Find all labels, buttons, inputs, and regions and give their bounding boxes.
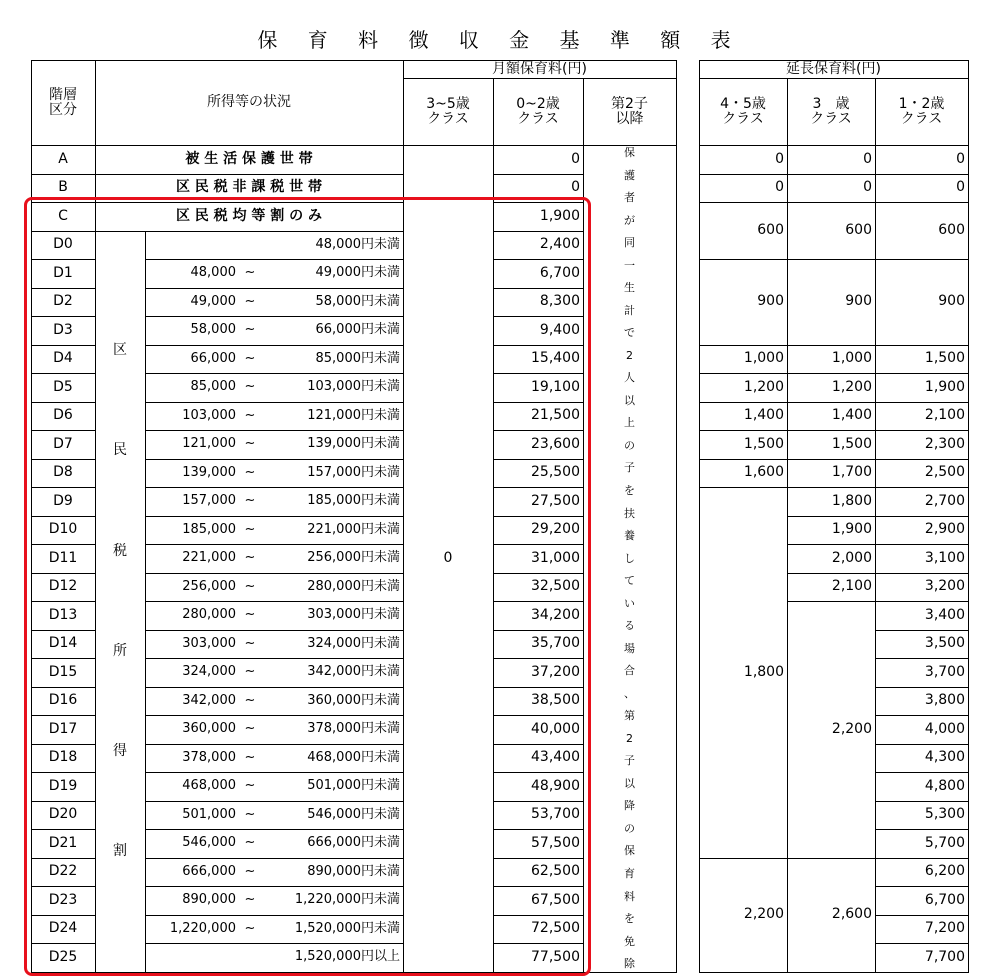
- ext-cell-border: [787, 972, 876, 973]
- income-from: 468,000: [182, 778, 236, 794]
- note-char: 護: [624, 168, 635, 182]
- ext-fee-1-2: 2,500: [924, 464, 965, 481]
- note-char: 同: [624, 236, 635, 250]
- income-label-char: 区: [113, 342, 127, 359]
- range-tilde: ~: [244, 721, 256, 737]
- fee-0-2: 8,300: [539, 293, 580, 310]
- fee-0-2: 29,200: [531, 521, 580, 538]
- ext-fee-3: 2,100: [831, 578, 872, 595]
- income-from: 280,000: [182, 607, 236, 623]
- ext-fee-4-5: 1,600: [743, 464, 784, 481]
- row-code: D8: [53, 464, 73, 481]
- income-from: 139,000: [182, 464, 236, 480]
- fee-0-2: 15,400: [531, 350, 580, 367]
- range-tilde: ~: [244, 293, 256, 309]
- note-char: 育: [624, 867, 635, 880]
- row-line: [493, 174, 584, 175]
- range-tilde: ~: [244, 692, 256, 708]
- ext-fee-1-2: 4,800: [924, 777, 965, 794]
- ext-fee-3: 0: [863, 179, 872, 196]
- fee-0-2: 23,600: [531, 435, 580, 452]
- ext-fee-1-2: 3,500: [924, 635, 965, 652]
- ext-fee-1-2: 3,400: [924, 606, 965, 623]
- fee-0-2: 2,400: [539, 236, 580, 253]
- income-to: 890,000円未満: [307, 863, 400, 879]
- income-from: 221,000: [182, 550, 236, 566]
- fee-0-2: 21,500: [531, 407, 580, 424]
- header-ext-1-2: 1・2歳 クラス: [898, 95, 945, 127]
- income-to: 157,000円未満: [307, 464, 400, 480]
- income-from: 103,000: [182, 407, 236, 423]
- fee-0-2: 53,700: [531, 806, 580, 823]
- range-tilde: ~: [244, 835, 256, 851]
- income-label-char: 割: [113, 843, 127, 860]
- grid-line: [676, 60, 677, 972]
- range-tilde: ~: [244, 521, 256, 537]
- grid-line: [699, 60, 969, 61]
- grid-line: [875, 78, 876, 972]
- fee-0-2: 77,500: [531, 948, 580, 965]
- fee-0-2: 48,900: [531, 777, 580, 794]
- ext-fee-1-2: 3,800: [924, 692, 965, 709]
- note-char: 人: [624, 371, 635, 385]
- income-to: 378,000円未満: [307, 721, 400, 737]
- row-code: D18: [48, 749, 78, 766]
- fee-0-2: 34,200: [531, 606, 580, 623]
- note-char: 子: [624, 754, 635, 768]
- income-to: 666,000円未満: [307, 835, 400, 851]
- row-code: D13: [48, 606, 78, 623]
- note-char: 2: [626, 731, 633, 745]
- income-to: 1,520,000円未満: [294, 920, 400, 936]
- income-to: 1,520,000円以上: [294, 949, 400, 965]
- range-tilde: ~: [244, 806, 256, 822]
- row-description: 被 生 活 保 護 世 帯: [185, 150, 313, 167]
- income-from: 378,000: [182, 749, 236, 765]
- ext-fee-1-2: 2,900: [924, 521, 965, 538]
- income-from: 121,000: [182, 436, 236, 452]
- income-to: 360,000円未満: [307, 692, 400, 708]
- grid-line: [699, 60, 700, 972]
- fee-0-2: 38,500: [531, 692, 580, 709]
- note-char: 降: [624, 799, 635, 813]
- ext-fee-3: 1,200: [831, 378, 872, 395]
- row-line: [31, 174, 96, 175]
- range-tilde: ~: [244, 664, 256, 680]
- fee-0-2: 31,000: [531, 549, 580, 566]
- ext-fee-3: 1,700: [831, 464, 872, 481]
- ext-fee-1-2: 2,700: [924, 492, 965, 509]
- fee-0-2: 72,500: [531, 920, 580, 937]
- note-char: る: [624, 619, 635, 633]
- ext-fee-1-2: 5,700: [924, 834, 965, 851]
- note-char: 生: [624, 281, 635, 295]
- row-code: D3: [53, 321, 73, 338]
- income-from: 185,000: [182, 521, 236, 537]
- note-char: 以: [624, 776, 635, 790]
- header-monthly-group: 月額保育料(円): [492, 60, 587, 77]
- ext-fee-4-5: 1,500: [743, 435, 784, 452]
- income-to: 85,000円未満: [315, 350, 400, 366]
- note-char: 以: [624, 393, 635, 407]
- row-code: D17: [48, 720, 78, 737]
- ext-fee-1-2: 6,700: [924, 891, 965, 908]
- income-to: 58,000円未満: [315, 293, 400, 309]
- header-shotoku: 所得等の状況: [207, 94, 291, 111]
- fee-0-2: 43,400: [531, 749, 580, 766]
- income-from: 48,000: [190, 265, 236, 281]
- income-to: 342,000円未満: [307, 664, 400, 680]
- header-ext-3: 3 歳 クラス: [810, 95, 852, 127]
- ext-fee-1-2: 2,100: [924, 407, 965, 424]
- fee-0-2: 25,500: [531, 464, 580, 481]
- ext-fee-3: 600: [845, 222, 872, 239]
- note-char: 除: [624, 957, 635, 971]
- row-code: D11: [48, 549, 78, 566]
- note-char: 扶: [624, 506, 635, 520]
- note-char: の: [624, 438, 635, 452]
- note-char: 上: [624, 416, 635, 430]
- ext-fee-1-2: 0: [956, 179, 965, 196]
- row-code: D16: [48, 692, 78, 709]
- income-from: 324,000: [182, 664, 236, 680]
- fee-0-2: 9,400: [539, 321, 580, 338]
- ext-fee-4-5: 900: [757, 293, 784, 310]
- row-code: D25: [48, 948, 78, 965]
- range-tilde: ~: [244, 322, 256, 338]
- fee-0-2: 0: [571, 150, 580, 167]
- income-to: 280,000円未満: [307, 578, 400, 594]
- ext-fee-1-2: 7,700: [924, 948, 965, 965]
- income-to: 546,000円未満: [307, 806, 400, 822]
- row-code: A: [58, 150, 68, 167]
- ext-fee-3: 0: [863, 150, 872, 167]
- note-char: を: [624, 912, 635, 926]
- income-from: 66,000: [190, 350, 236, 366]
- income-to: 139,000円未満: [307, 436, 400, 452]
- range-tilde: ~: [244, 407, 256, 423]
- ext-fee-3: 1,000: [831, 350, 872, 367]
- range-tilde: ~: [244, 379, 256, 395]
- ext-fee-3: 1,900: [831, 521, 872, 538]
- income-from: 501,000: [182, 806, 236, 822]
- note-char: で: [624, 326, 635, 340]
- ext-fee-1-2: 1,900: [924, 378, 965, 395]
- row-code: D1: [53, 264, 73, 281]
- income-to: 1,220,000円未満: [294, 892, 400, 908]
- ext-fee-4-5: 0: [775, 179, 784, 196]
- note-char: を: [624, 483, 635, 497]
- row-code: D5: [53, 378, 73, 395]
- income-to: 103,000円未満: [307, 379, 400, 395]
- range-tilde: ~: [244, 749, 256, 765]
- range-tilde: ~: [244, 892, 256, 908]
- income-to: 501,000円未満: [307, 778, 400, 794]
- ext-fee-3: 900: [845, 293, 872, 310]
- row-line: [95, 174, 404, 175]
- ext-fee-3: 2,600: [831, 906, 872, 923]
- income-to: 303,000円未満: [307, 607, 400, 623]
- header-second-child: 第2子 以降: [611, 95, 648, 127]
- fee-0-2: 35,700: [531, 635, 580, 652]
- range-tilde: ~: [244, 578, 256, 594]
- ext-fee-4-5: 2,200: [743, 906, 784, 923]
- row-code: D0: [53, 236, 73, 253]
- header-kaiso: 階層 区分: [49, 86, 77, 118]
- ext-fee-1-2: 2,300: [924, 435, 965, 452]
- row-code: D23: [48, 891, 78, 908]
- note-char: 者: [624, 191, 635, 205]
- highlight-box: [24, 197, 591, 976]
- ext-fee-1-2: 6,200: [924, 863, 965, 880]
- fee-3-5-all: 0: [443, 549, 453, 566]
- ext-fee-4-5: 1,000: [743, 350, 784, 367]
- row-description: 区 民 税 均 等 割 の み: [175, 207, 323, 224]
- fee-0-2: 67,500: [531, 891, 580, 908]
- note-char: 保: [624, 844, 635, 858]
- income-from: 546,000: [182, 835, 236, 851]
- ext-fee-1-2: 3,200: [924, 578, 965, 595]
- note-char: 一: [624, 258, 635, 272]
- income-to: 324,000円未満: [307, 635, 400, 651]
- range-tilde: ~: [244, 607, 256, 623]
- note-char: い: [624, 596, 635, 610]
- range-tilde: ~: [244, 464, 256, 480]
- note-char: 保: [624, 146, 635, 159]
- fee-0-2: 1,900: [539, 207, 580, 224]
- ext-fee-3: 2,000: [831, 549, 872, 566]
- ext-fee-1-2: 7,200: [924, 920, 965, 937]
- page-title: 保 育 料 徴 収 金 基 準 額 表: [257, 28, 743, 52]
- header-ext-4-5: 4・5歳 クラス: [720, 95, 766, 127]
- income-to: 256,000円未満: [307, 550, 400, 566]
- row-description: 区 民 税 非 課 税 世 帯: [175, 179, 323, 196]
- income-from: 666,000: [182, 863, 236, 879]
- header-age-0-2: 0~2歳 クラス: [516, 95, 560, 127]
- row-code: D4: [53, 350, 73, 367]
- note-char: 計: [624, 303, 635, 317]
- row-code: D7: [53, 435, 73, 452]
- grid-line: [699, 145, 969, 146]
- fee-0-2: 57,500: [531, 834, 580, 851]
- header-age-3-5: 3~5歳 クラス: [426, 95, 470, 127]
- ext-fee-1-2: 5,300: [924, 806, 965, 823]
- grid-line: [968, 60, 969, 972]
- fee-0-2: 27,500: [531, 492, 580, 509]
- note-char: が: [624, 213, 635, 227]
- row-code: C: [58, 207, 68, 224]
- ext-fee-3: 1,500: [831, 435, 872, 452]
- grid-line: [31, 60, 677, 61]
- ext-fee-1-2: 3,700: [924, 663, 965, 680]
- range-tilde: ~: [244, 778, 256, 794]
- row-code: D24: [48, 920, 78, 937]
- fee-0-2: 32,500: [531, 578, 580, 595]
- row-code: D10: [48, 521, 78, 538]
- note-char: 免: [624, 934, 635, 948]
- ext-fee-1-2: 0: [956, 150, 965, 167]
- range-tilde: ~: [244, 550, 256, 566]
- ext-fee-1-2: 4,300: [924, 749, 965, 766]
- note-char: し: [624, 551, 635, 565]
- ext-fee-3: 2,200: [831, 720, 872, 737]
- note-char: 第: [624, 709, 635, 723]
- income-to: 48,000円未満: [315, 236, 400, 252]
- ext-fee-4-5: 600: [757, 222, 784, 239]
- income-from: 303,000: [182, 635, 236, 651]
- ext-fee-1-2: 1,500: [924, 350, 965, 367]
- ext-fee-3: 1,800: [831, 492, 872, 509]
- income-from: 157,000: [182, 493, 236, 509]
- income-from: 85,000: [190, 379, 236, 395]
- income-to: 49,000円未満: [315, 265, 400, 281]
- range-tilde: ~: [244, 635, 256, 651]
- row-code: D15: [48, 663, 78, 680]
- ext-fee-4-5: 1,400: [743, 407, 784, 424]
- ext-fee-1-2: 4,000: [924, 720, 965, 737]
- grid-line: [31, 145, 677, 146]
- fee-0-2: 40,000: [531, 720, 580, 737]
- range-tilde: ~: [244, 863, 256, 879]
- fee-0-2: 62,500: [531, 863, 580, 880]
- ext-fee-1-2: 900: [938, 293, 965, 310]
- income-from: 58,000: [190, 322, 236, 338]
- ext-cell-border: [699, 972, 788, 973]
- row-code: D21: [48, 834, 78, 851]
- grid-line: [403, 78, 677, 79]
- income-to: 221,000円未満: [307, 521, 400, 537]
- range-tilde: ~: [244, 265, 256, 281]
- header-extended-group: 延長保育料(円): [786, 60, 881, 77]
- income-label-char: 得: [113, 742, 127, 759]
- ext-fee-4-5: 0: [775, 150, 784, 167]
- income-to: 66,000円未満: [315, 322, 400, 338]
- ext-fee-4-5: 1,200: [743, 378, 784, 395]
- income-label-char: 所: [113, 642, 127, 659]
- second-child-note: [583, 145, 676, 972]
- ext-fee-3: 1,400: [831, 407, 872, 424]
- row-code: D12: [48, 578, 78, 595]
- row-code: D14: [48, 635, 78, 652]
- note-char: の: [624, 821, 635, 835]
- income-to: 185,000円未満: [307, 493, 400, 509]
- note-char: 合: [624, 664, 635, 678]
- grid-line: [699, 78, 969, 79]
- income-label-char: 税: [113, 542, 127, 559]
- ext-fee-4-5: 1,800: [743, 663, 784, 680]
- fee-0-2: 37,200: [531, 663, 580, 680]
- income-from: 890,000: [182, 892, 236, 908]
- income-from: 342,000: [182, 692, 236, 708]
- row-code: D22: [48, 863, 78, 880]
- grid-line: [787, 78, 788, 972]
- row-code: B: [58, 179, 68, 196]
- range-tilde: ~: [244, 436, 256, 452]
- range-tilde: ~: [244, 350, 256, 366]
- row-code: D6: [53, 407, 73, 424]
- note-char: て: [624, 574, 635, 588]
- range-tilde: ~: [244, 493, 256, 509]
- row-code: D9: [53, 492, 73, 509]
- income-from: 360,000: [182, 721, 236, 737]
- fee-0-2: 6,700: [539, 264, 580, 281]
- income-label-char: 民: [113, 442, 127, 459]
- income-from: 49,000: [190, 293, 236, 309]
- row-code: D20: [48, 806, 78, 823]
- note-char: 料: [624, 889, 635, 903]
- ext-fee-1-2: 600: [938, 222, 965, 239]
- fee-0-2: 19,100: [531, 378, 580, 395]
- row-code: D19: [48, 777, 78, 794]
- range-tilde: ~: [244, 920, 256, 936]
- note-char: 、: [624, 686, 635, 700]
- fee-0-2: 0: [571, 179, 580, 196]
- income-from: 256,000: [182, 578, 236, 594]
- note-char: 2: [626, 348, 633, 362]
- row-code: D2: [53, 293, 73, 310]
- note-char: 場: [624, 641, 635, 655]
- income-to: 468,000円未満: [307, 749, 400, 765]
- ext-fee-1-2: 3,100: [924, 549, 965, 566]
- income-to: 121,000円未満: [307, 407, 400, 423]
- note-char: 子: [624, 461, 635, 475]
- income-from: 1,220,000: [169, 920, 236, 936]
- note-char: 養: [624, 529, 635, 543]
- ext-cell-border: [875, 972, 969, 973]
